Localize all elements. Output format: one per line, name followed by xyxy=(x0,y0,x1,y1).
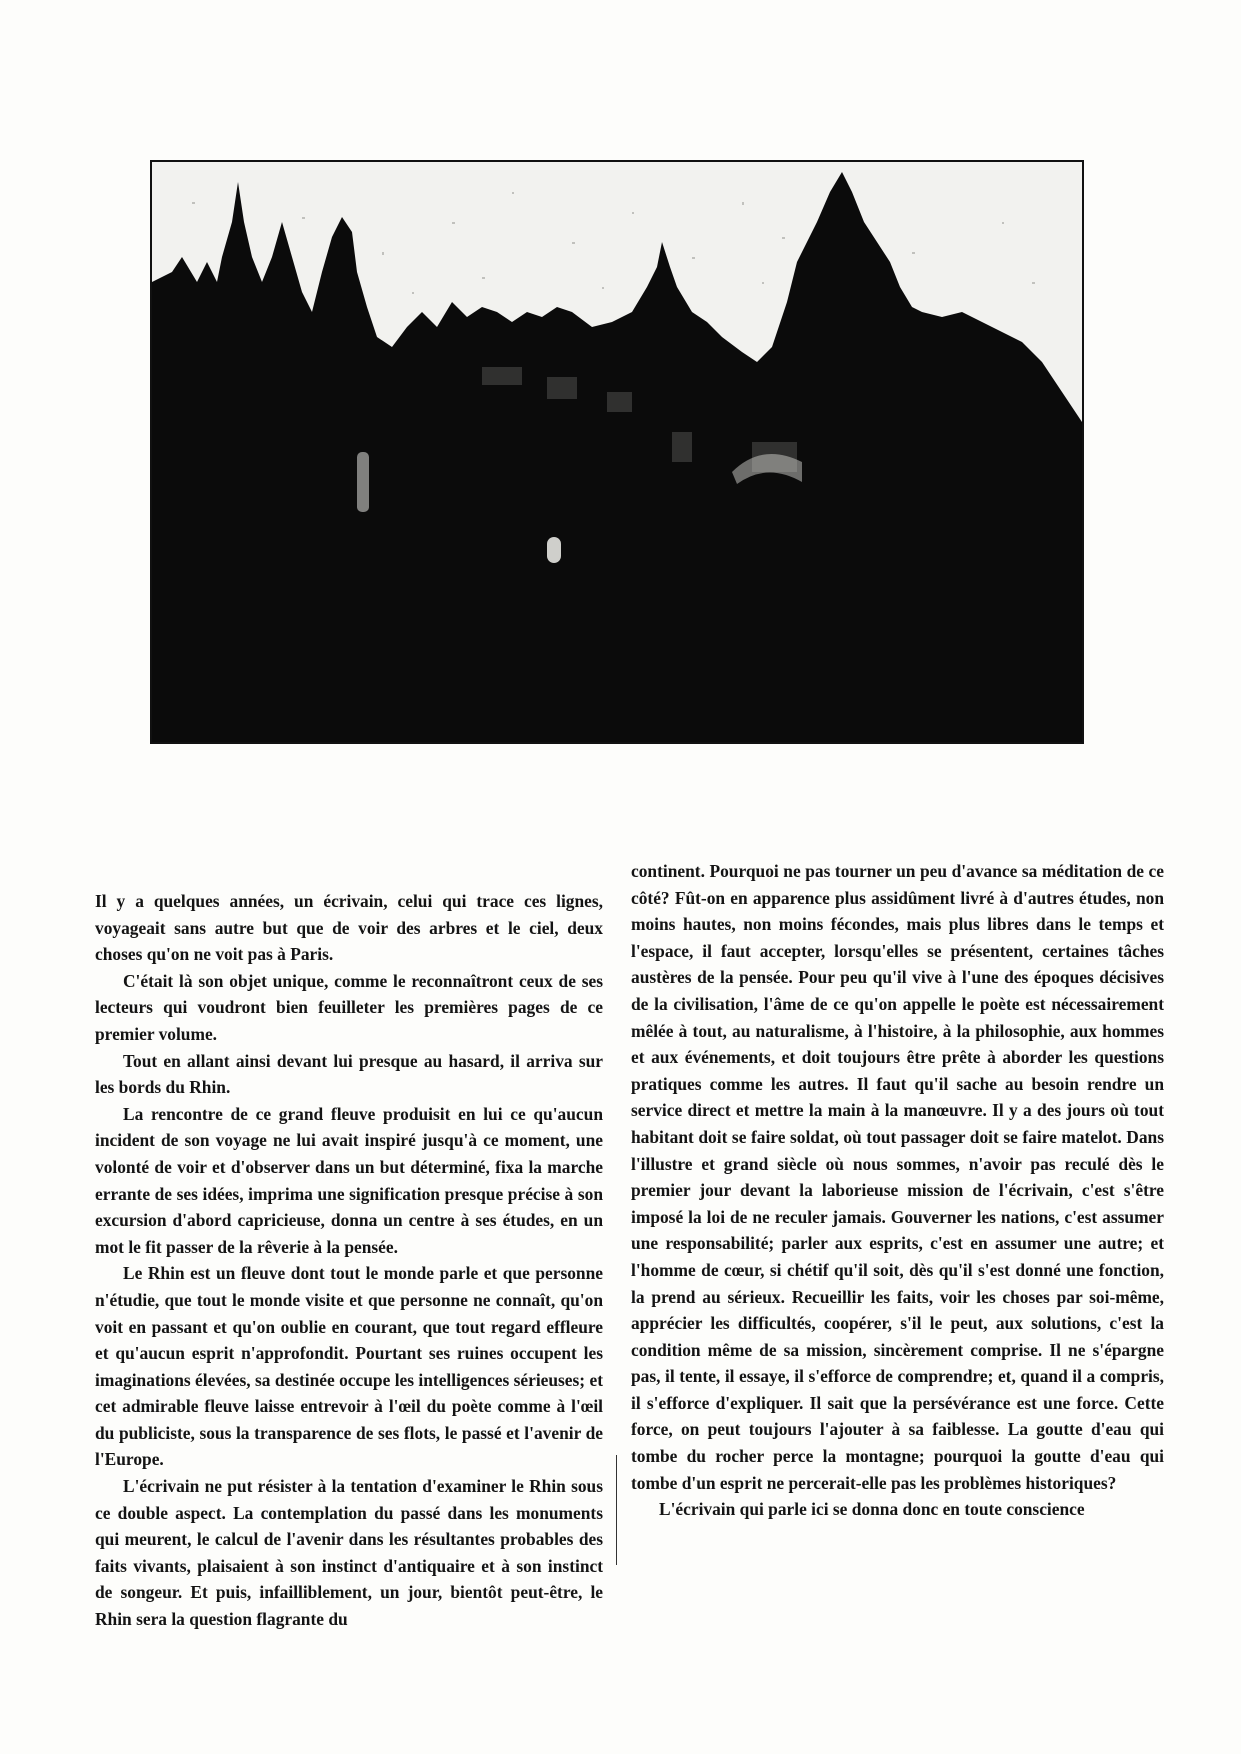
paragraph: L'écrivain qui parle ici se donna donc en toute conscience xyxy=(659,1499,1085,1520)
engraving-illustration xyxy=(150,160,1084,744)
paragraph: La rencontre de ce grand fleuve produisit en lui ce qu'aucun incident de son voyage ne lui avait inspiré jusqu'à ce moment, une volonté de voir et d'observer dans un but déterminé, fixa la marche errante de ses idées, imprima une signification presque précise à son excursion d'abord capricieuse, donna un centre à ses études, en un mot le fit passer de la rêverie à la pensée. xyxy=(95,1103,603,1257)
left-text-column xyxy=(95,888,603,1633)
paragraph: Tout en allant ainsi devant lui presque au hasard, il arriva sur les bords du Rhin. xyxy=(95,1050,603,1098)
paragraph: L'écrivain ne put résister à la tentation d'examiner le Rhin sous ce double aspect. La contemplation du passé dans les monuments qui meurent, le calcul de l'avenir dans les résultantes probables des faits vivants, plaisaient à son instinct d'antiquaire et à son instinct de songeur. Et puis, infailliblement, un jour, bientôt peut-être, le Rhin sera la question flagrante du xyxy=(95,1476,603,1630)
paragraph: continent. Pourquoi ne pas tourner un peu d'avance sa méditation de ce côté? Fût-on en apparence plus assidûment livré à d'autres études, non moins hautes, non moins fécondes, mais plus libres dans le temps et l'espace, il faut accepter, lorsqu'elles se présentent, certaines tâches austères de la pensée. Pour peu qu'il vive à l'une des époques décisives de la civilisation, l'âme de ce qu'on appelle le poète est nécessairement mêlée à tout, au naturalisme, à l'histoire, à la philosophie, aux hommes et aux événements, et doit toujours être prête à aborder les questions pratiques comme les autres. Il faut qu'il sache au besoin rendre un service direct et mettre la main à la manœuvre. Il y a des jours où tout habitant doit se faire soldat, où tout passager doit se faire matelot. Dans l'illustre et grand siècle où nous sommes, n'avoir pas reculé dès le premier jour devant la laborieuse mission de l'écrivain, c'est s'être imposé la loi de ne reculer jamais. Gouverner les nations, c'est assumer une responsabilité; parler aux esprits, c'est en assumer une autre; et l'homme de cœur, si chétif qu'il soit, dès qu'il s'est donné une fonction, la prend au sérieux. Recueillir les faits, voir les choses par soi-même, apprécier les difficultés, coopérer, s'il le peut, aux solutions, c'est la condition même de sa mission, sincèrement comprise. Il ne s'épargne pas, il tente, il essaye, il s'efforce de comprendre; et, quand il a compris, il s'efforce d'expliquer. Il sait que la persévérance est une force. Cette force, on peut toujours l'ajouter à sa faiblesse. La goutte d'eau qui tombe du rocher perce la montagne; pourquoi la goutte d'eau qui tombe d'un esprit ne percerait-elle pas les problèmes historiques? xyxy=(631,861,1164,1493)
paragraph: Le Rhin est un fleuve dont tout le monde parle et que personne n'étudie, que tout le monde visite et que personne ne connaît, qu'on voit en passant et qu'on oublie en courant, que tout regard effleure et qu'aucun esprit n'approfondit. Pourtant ses ruines occupent les imaginations élevées, sa destinée occupe les intelligences sérieuses; et cet admirable fleuve laisse entrevoir à l'œil du poète comme à l'œil du publiciste, sous la transparence de ses flots, le passé et l'avenir de l'Europe. xyxy=(95,1263,603,1470)
paragraph: C'était là son objet unique, comme le reconnaîtront ceux de ses lecteurs qui voudront bien feuilleter les premières pages de ce premier volume. xyxy=(95,970,603,1044)
paragraph: Il y a quelques années, un écrivain, celui qui trace ces lignes, voyageait sans autre but que de voir des arbres et le ciel, deux choses qu'on ne voit pas à Paris. xyxy=(95,891,603,965)
right-text-column xyxy=(631,858,1164,1523)
town-silhouette-image xyxy=(152,162,1082,742)
column-divider xyxy=(616,1455,617,1565)
